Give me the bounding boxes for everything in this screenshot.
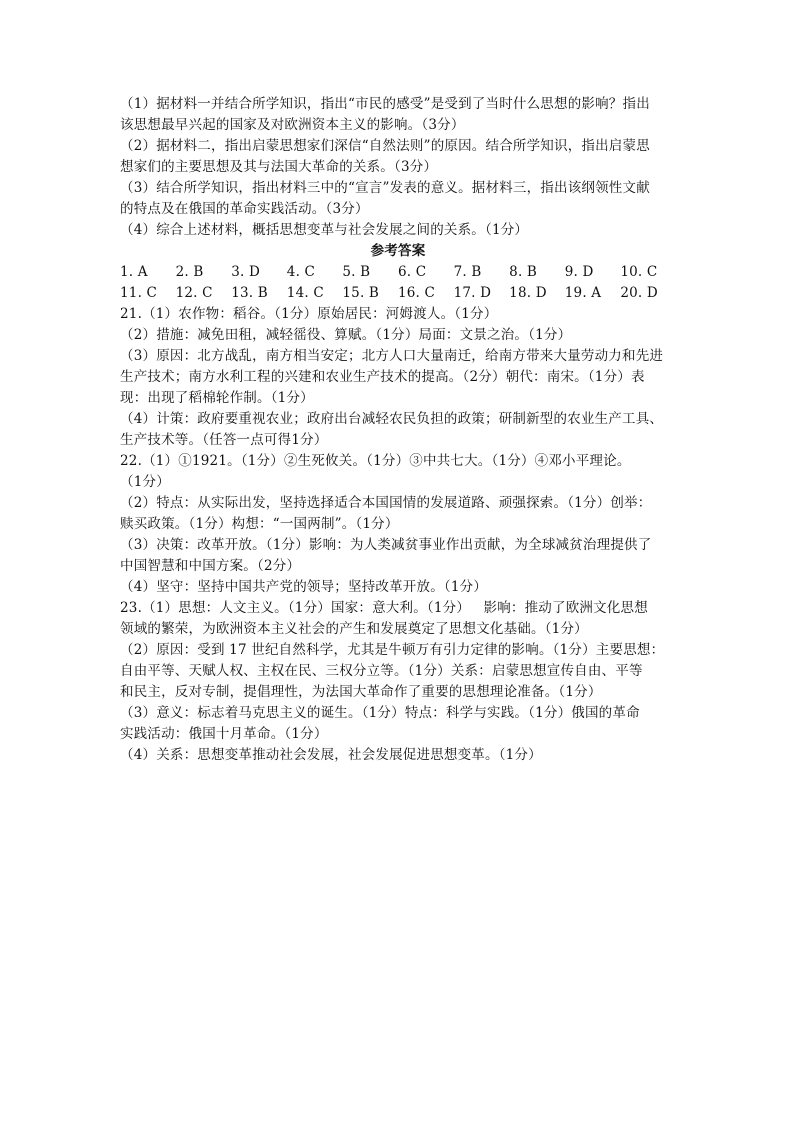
mc-answer: 7. B bbox=[453, 264, 482, 280]
answers-title: 参考答案 bbox=[370, 243, 426, 259]
answer-line: （3）意义：标志着马克思主义的诞生。（1分）特点：科学与实践。（1分）俄国的革命 bbox=[120, 705, 640, 721]
question-line: 的特点及在俄国的革命实践活动。（3分） bbox=[120, 201, 369, 217]
mc-answer: 4. C bbox=[286, 264, 316, 280]
answer-line: 自由平等、天赋人权、主权在民、三权分立等。（1分）关系：启蒙思想宣传自由、平等 bbox=[120, 663, 643, 679]
mc-answer: 2. B bbox=[175, 264, 204, 280]
answer-line: （4）计策：政府要重视农业；政府出台减轻农民负担的政策；研制新型的农业生产工具、 bbox=[120, 411, 664, 427]
mc-answer: 8. B bbox=[509, 264, 538, 280]
answer-line: 实践活动：俄国十月革命。（1分） bbox=[120, 726, 328, 742]
mc-answer: 17. D bbox=[453, 285, 492, 301]
answer-line: 生产技术；南方水利工程的兴建和农业生产技术的提高。（2分）朝代：南宋。（1分）表 bbox=[120, 369, 645, 385]
mc-answer: 11. C bbox=[120, 285, 158, 301]
answer-line: （2）特点：从实际出发，坚持选择适合本国国情的发展道路、顽强探索。（1分）创举： bbox=[120, 495, 652, 511]
answer-line: 领域的繁荣，为欧洲资本主义社会的产生和发展奠定了思想文化基础。（1分） bbox=[120, 621, 588, 637]
question-line: （4）综合上述材料，概括思想变革与社会发展之间的关系。（1分） bbox=[120, 222, 529, 238]
answer-line: （3）原因：北方战乱，南方相当安定；北方人口大量南迁，给南方带来大量劳动力和先进 bbox=[120, 348, 664, 364]
mc-answer: 16. C bbox=[397, 285, 436, 301]
answer-line: 中国智慧和中国方案。（2分） bbox=[120, 558, 301, 574]
mc-answer: 15. B bbox=[342, 285, 380, 301]
mc-answer-row-1 bbox=[120, 262, 676, 283]
answer-line: （4）坚守：坚持中国共产党的领导；坚持改革开放。（1分） bbox=[120, 579, 488, 595]
answer-line: 21.（1）农作物：稻谷。（1分）原始居民：河姆渡人。（1分） bbox=[120, 306, 498, 322]
mc-answer: 3. D bbox=[231, 264, 260, 280]
answer-line: 现：出现了稻棉轮作制。（1分） bbox=[120, 390, 314, 406]
document-content bbox=[120, 94, 676, 766]
mc-answer: 12. C bbox=[175, 285, 213, 301]
answer-line: （4）关系：思想变革推动社会发展，社会发展促进思想变革。（1分） bbox=[120, 747, 542, 763]
mc-answer: 6. C bbox=[397, 264, 427, 280]
question-line: （1）据材料一并结合所学知识，指出“市民的感受”是受到了当时什么思想的影响？指出 bbox=[120, 96, 650, 112]
mc-answer: 9. D bbox=[564, 264, 594, 280]
mc-answer: 14. C bbox=[286, 285, 324, 301]
mc-answer: 19. A bbox=[564, 285, 602, 301]
mc-answer: 5. B bbox=[342, 264, 371, 280]
question-line: （3）结合所学知识，指出材料三中的“宣言”发表的意义。据材料三，指出该纲领性文献 bbox=[120, 180, 650, 196]
question-line: 该思想最早兴起的国家及对欧洲资本主义的影响。（3分） bbox=[120, 117, 465, 133]
mc-answer: 1. A bbox=[120, 264, 148, 280]
answer-line: 和民主，反对专制，提倡理性，为法国大革命作了重要的思想理论准备。（1分） bbox=[120, 684, 602, 700]
answer-block bbox=[120, 304, 676, 766]
question-block bbox=[120, 94, 676, 241]
answer-line: 生产技术等。（任答一点可得1分） bbox=[120, 432, 328, 448]
answer-line: （1分） bbox=[120, 474, 170, 490]
mc-answer: 10. C bbox=[620, 264, 658, 280]
mc-answer-row-2 bbox=[120, 283, 676, 304]
mc-answer: 18. D bbox=[509, 285, 547, 301]
mc-answer: 20. D bbox=[620, 285, 658, 301]
answer-line: 22.（1）①1921。（1分）②生死攸关。（1分）③中共七大。（1分）④邓小平理论。 bbox=[120, 453, 631, 469]
answer-line: 23.（1）思想：人文主义。（1分）国家：意大利。（1分） 影响：推动了欧洲文化思想 bbox=[120, 600, 648, 616]
answer-line: （2）措施：减免田租，减轻徭役、算赋。（1分）局面：文景之治。（1分） bbox=[120, 327, 572, 343]
answer-line: 赎买政策。（1分）构想：“一国两制”。（1分） bbox=[120, 516, 399, 532]
question-line: （2）据材料二，指出启蒙思想家们深信“自然法则”的原因。结合所学知识，指出启蒙思 bbox=[120, 138, 650, 154]
answer-line: （3）决策：改革开放。（1分）影响：为人类减贫事业作出贡献，为全球减贫治理提供了 bbox=[120, 537, 652, 553]
answer-line: （2）原因：受到 17 世纪自然科学，尤其是牛顿万有引力定律的影响。（1分）主要思想： bbox=[120, 642, 665, 658]
question-line: 想家们的主要思想及其与法国大革命的关系。（3分） bbox=[120, 159, 438, 175]
mc-answer: 13. B bbox=[231, 285, 268, 301]
